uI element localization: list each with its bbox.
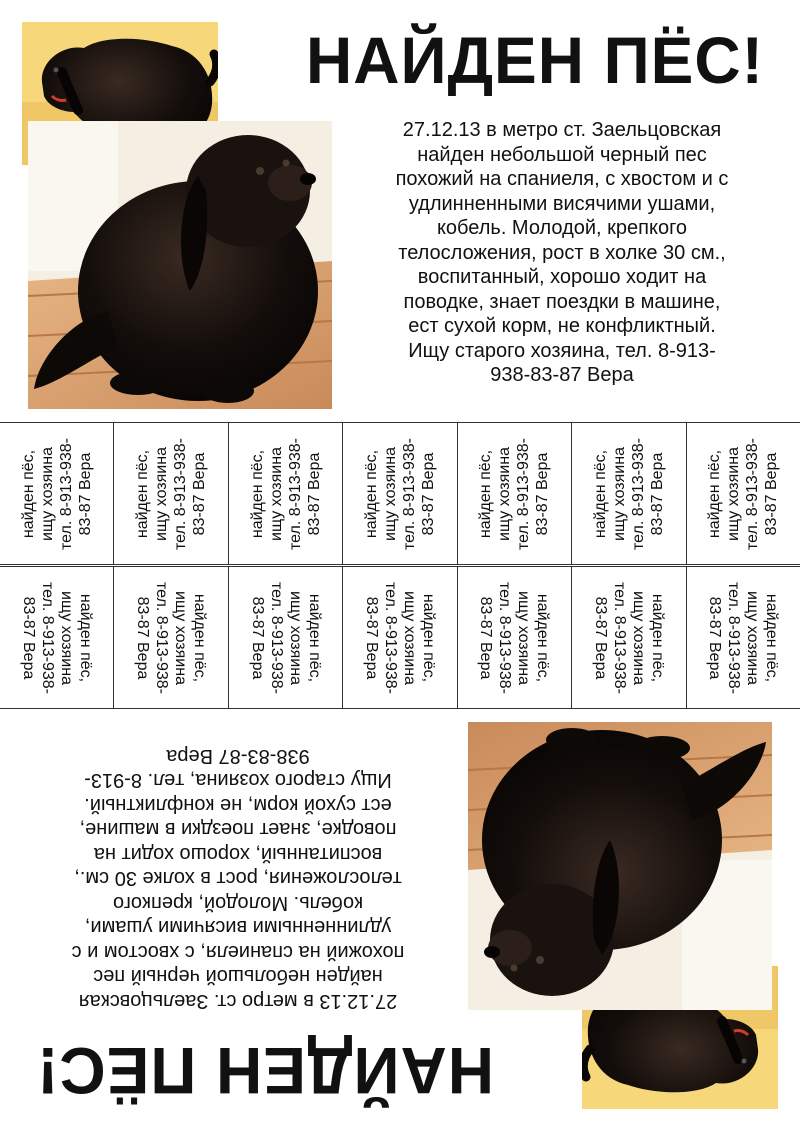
tearoff-line: найден пёс,	[591, 449, 609, 538]
tearoff-line: ищу хозяина	[744, 590, 762, 685]
tearoff-line: тел. 8-913-938-	[381, 581, 399, 694]
tearoff-line: найден пёс,	[305, 593, 323, 682]
flyer-title: НАЙДЕН ПЁС!	[306, 23, 764, 97]
dog-sitting-photo	[468, 722, 772, 1010]
tearoff-line: ищу хозяина	[515, 590, 533, 685]
tearoff-strip[interactable]	[686, 567, 800, 708]
tearoff-strip[interactable]	[686, 423, 800, 564]
tearoff-line: 83-87 Вера	[76, 452, 94, 535]
tearoff-line: найден пёс,	[648, 593, 666, 682]
flyer-description	[338, 118, 786, 388]
tearoff-line: 83-87 Вера	[706, 596, 724, 679]
tearoff-line: найден пёс,	[19, 449, 37, 538]
description-line: похожий на спаниеля, с хвостом и с	[71, 941, 405, 963]
tearoff-line: ищу хозяина	[381, 446, 399, 541]
tearoff-line: ищу хозяина	[286, 590, 304, 685]
tearoff-strip[interactable]	[571, 423, 685, 564]
flyer-top	[0, 0, 800, 422]
tearoff-strip[interactable]	[571, 567, 685, 708]
tearoff-line: 83-87 Вера	[763, 452, 781, 535]
description-line: найден небольшой черный пес	[93, 965, 383, 988]
tearoff-strip[interactable]	[113, 423, 227, 564]
tearoff-strip[interactable]	[228, 423, 342, 564]
description-line: ест сухой корм, не конфликтный.	[408, 315, 716, 337]
tearoff-line: тел. 8-913-938-	[725, 581, 743, 694]
description-line: воспитанный, хорошо ходит на	[93, 843, 383, 865]
description-line: удлинненными висячими ушами,	[408, 192, 716, 215]
tearoff-line: тел. 8-913-938-	[57, 437, 75, 550]
description-line: кобель. Молодой, крепкого	[436, 217, 688, 239]
tearoff-strip[interactable]	[0, 567, 113, 708]
description-line: удлинненными висячими ушами,	[84, 916, 392, 939]
tearoff-line: 83-87 Вера	[534, 452, 552, 535]
tearoff-line: тел. 8-913-938-	[38, 581, 56, 694]
tearoff-strip[interactable]	[113, 567, 227, 708]
tearoff-line: 83-87 Вера	[591, 596, 609, 679]
flyer-bottom-inverted	[0, 709, 800, 1131]
tearoff-line: тел. 8-913-938-	[153, 581, 171, 694]
tearoff-strip[interactable]	[342, 567, 456, 708]
tearoff-line: тел. 8-913-938-	[744, 437, 762, 550]
tearoff-line: найден пёс,	[419, 593, 437, 682]
description-line: кобель. Молодой, крепкого	[112, 892, 364, 914]
tearoff-line: тел. 8-913-938-	[400, 437, 418, 550]
description-line: 27.12.13 в метро ст. Заельцовская	[78, 990, 398, 1012]
description-line: телосложения, рост в холке 30 см.,	[74, 867, 402, 890]
tearoff-line: ищу хозяина	[629, 590, 647, 685]
flyer-title: НАЙДЕН ПЁС!	[36, 1034, 494, 1108]
tearoff-line: 83-87 Вера	[305, 452, 323, 535]
tearoff-line: ищу хозяина	[38, 446, 56, 541]
description-line: ест сухой корм, не конфликтный.	[84, 794, 392, 816]
tearoff-line: найден пёс,	[134, 449, 152, 538]
tearoff-line: 83-87 Вера	[362, 596, 380, 679]
tearoff-strip[interactable]	[342, 423, 456, 564]
tearoff-line: ищу хозяина	[57, 590, 75, 685]
description-line: телосложения, рост в холке 30 см.,	[398, 241, 726, 264]
description-line: Ищу старого хозяина, тел. 8-913-	[408, 339, 716, 362]
tearoff-line: 83-87 Вера	[191, 452, 209, 535]
tearoff-line: тел. 8-913-938-	[629, 437, 647, 550]
tearoff-line: ищу хозяина	[725, 446, 743, 541]
flyer-description	[14, 744, 462, 1014]
tearoff-line: тел. 8-913-938-	[172, 437, 190, 550]
description-line: Ищу старого хозяина, тел. 8-913-	[84, 769, 392, 792]
description-line: 27.12.13 в метро ст. Заельцовская	[402, 119, 722, 141]
tearoff-line: найден пёс,	[763, 593, 781, 682]
tearoff-line: ищу хозяина	[496, 446, 514, 541]
tearoff-line: ищу хозяина	[153, 446, 171, 541]
tearoff-line: 83-87 Вера	[248, 596, 266, 679]
description-line: поводке, знает поездки в машине,	[79, 818, 397, 841]
tearoff-line: найден пёс,	[477, 449, 495, 538]
tearoff-line: тел. 8-913-938-	[610, 581, 628, 694]
tearoff-line: тел. 8-913-938-	[496, 581, 514, 694]
tearoff-line: 83-87 Вера	[477, 596, 495, 679]
tearoff-line: 83-87 Вера	[648, 452, 666, 535]
description-line: найден небольшой черный пес	[417, 143, 707, 166]
tearoff-line: тел. 8-913-938-	[515, 437, 533, 550]
description-line: воспитанный, хорошо ходит на	[417, 266, 707, 288]
tearoff-strip[interactable]	[0, 423, 113, 564]
description-line: похожий на спаниеля, с хвостом и с	[395, 168, 729, 190]
tearoff-line: ищу хозяина	[172, 590, 190, 685]
tearoff-line: найден пёс,	[76, 593, 94, 682]
tearoff-line: тел. 8-913-938-	[286, 437, 304, 550]
tearoff-line: 83-87 Вера	[134, 596, 152, 679]
tearoff-line: найден пёс,	[191, 593, 209, 682]
tearoff-line: 83-87 Вера	[19, 596, 37, 679]
description-line: 938-83-87 Вера	[166, 745, 310, 767]
tearoff-strip[interactable]	[457, 423, 571, 564]
tearoff-strip[interactable]	[457, 567, 571, 708]
tearoff-line: тел. 8-913-938-	[267, 581, 285, 694]
tearoff-line: найден пёс,	[706, 449, 724, 538]
tearoff-line: найден пёс,	[362, 449, 380, 538]
tearoff-line: ищу хозяина	[267, 446, 285, 541]
tearoff-line: ищу хозяина	[400, 590, 418, 685]
tearoff-line: ищу хозяина	[610, 446, 628, 541]
tearoff-row-top	[0, 422, 800, 565]
tearoff-line: найден пёс,	[248, 449, 266, 538]
tearoff-row-bottom	[0, 566, 800, 709]
description-line: 938-83-87 Вера	[490, 364, 634, 386]
tearoff-line: найден пёс,	[534, 593, 552, 682]
tearoff-strip[interactable]	[228, 567, 342, 708]
dog-sitting-photo	[28, 121, 332, 409]
description-line: поводке, знает поездки в машине,	[403, 290, 721, 313]
tearoff-line: 83-87 Вера	[419, 452, 437, 535]
